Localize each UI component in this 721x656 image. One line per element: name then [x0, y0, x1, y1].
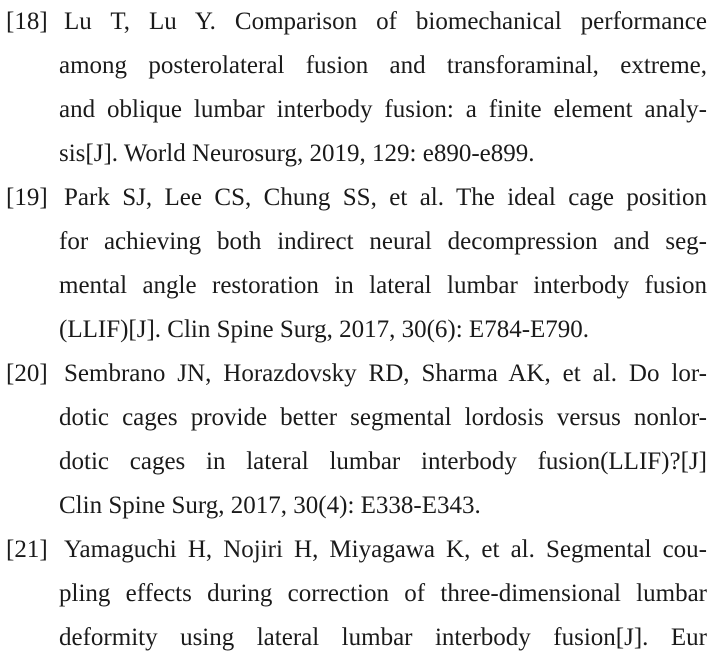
reference-line: mental angle restoration in lateral lumbar interbody fusion [59, 272, 707, 299]
reference-line: deformity using lateral lumbar interbody fusion[J]. Eur [59, 624, 707, 651]
reference-line: dotic cages provide better segmental lordosis versus nonlor- [59, 404, 707, 431]
reference-line: and oblique lumbar interbody fusion: a finite element analy- [59, 96, 707, 123]
reference-line: Clin Spine Surg, 2017, 30(4): E338-E343. [59, 492, 481, 519]
reference-line: pling effects during correction of three-dimensional lumbar [59, 580, 707, 607]
reference-line: dotic cages in lateral lumbar interbody fusion(LLIF)?[J] [59, 448, 707, 475]
reference-line: Yamaguchi H, Nojiri H, Miyagawa K, et al. Segmental cou- [64, 536, 707, 563]
reference-line: Sembrano JN, Horazdovsky RD, Sharma AK, et al. Do lor- [64, 360, 707, 387]
reference-number: [20] [6, 360, 48, 387]
reference-line: (LLIF)[J]. Clin Spine Surg, 2017, 30(6): E784-E790. [59, 316, 590, 343]
reference-line: Lu T, Lu Y. Comparison of biomechanical performance [64, 8, 707, 35]
reference-line: sis[J]. World Neurosurg, 2019, 129: e890-e899. [59, 140, 535, 167]
reference-line: for achieving both indirect neural decompression and seg- [59, 228, 707, 255]
reference-number: [21] [6, 536, 48, 563]
reference-line: among posterolateral fusion and transforaminal, extreme, [59, 52, 707, 79]
reference-number: [19] [6, 184, 48, 211]
reference-line: Park SJ, Lee CS, Chung SS, et al. The ideal cage position [64, 184, 707, 211]
reference-number: [18] [6, 8, 48, 35]
